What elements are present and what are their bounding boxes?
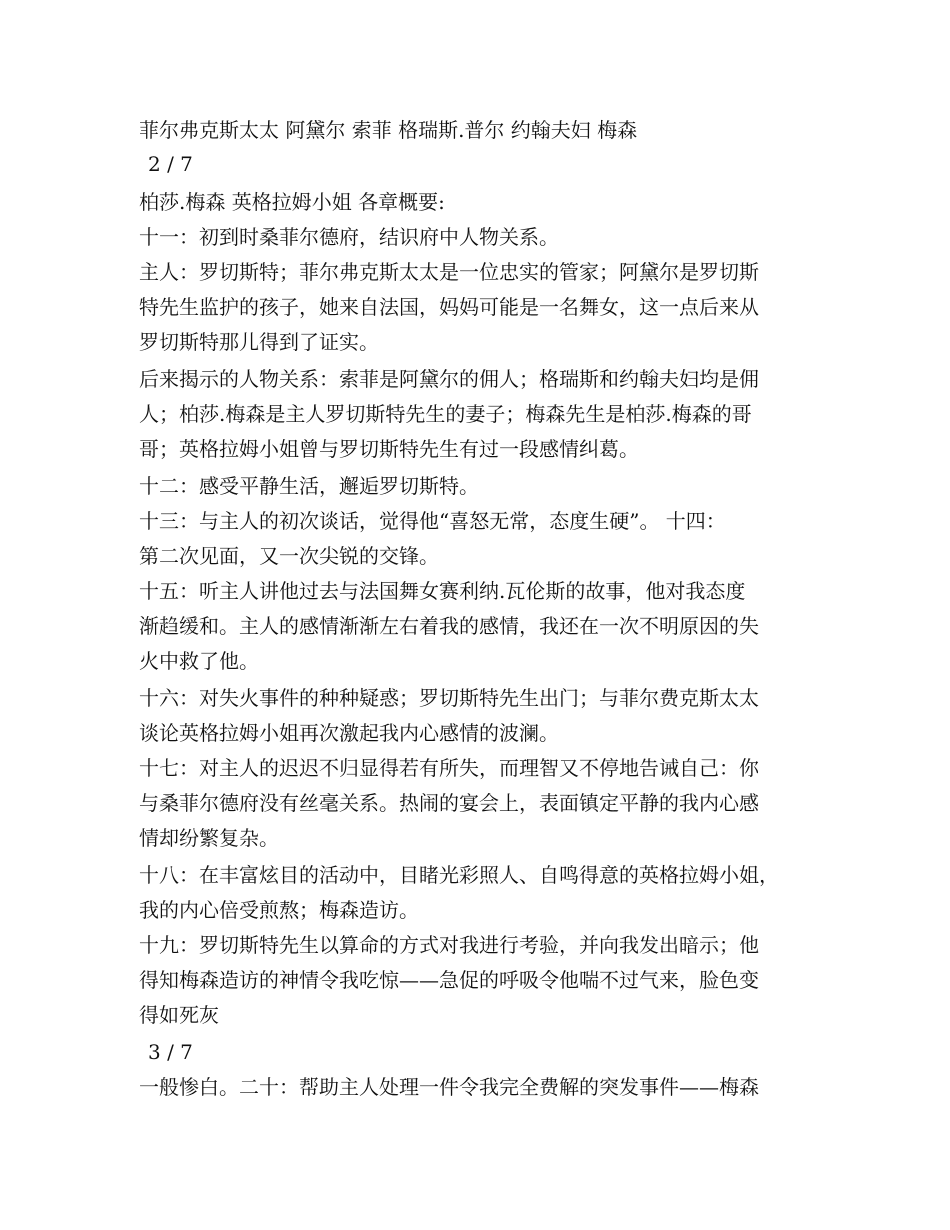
text-line: 十七：对主人的迟迟不归显得若有所失，而理智又不停地告诫自己：你 — [139, 756, 759, 780]
page-number: 2 / 7 — [148, 152, 193, 176]
text-line: 柏莎.梅森 英格拉姆小姐 各章概要: — [139, 190, 445, 214]
text-line: 情却纷繁复杂。 — [139, 826, 279, 850]
text-line: 菲尔弗克斯太太 阿黛尔 索菲 格瑞斯.普尔 约翰夫妇 梅森 — [139, 118, 638, 142]
text-line: 十八：在丰富炫目的活动中，目睹光彩照人、自鸣得意的英格拉姆小姐， — [139, 863, 779, 887]
text-line: 主人：罗切斯特；菲尔弗克斯太太是一位忠实的管家；阿黛尔是罗切斯 — [139, 260, 759, 284]
text-line: 十二：感受平静生活，邂逅罗切斯特。 — [139, 474, 479, 498]
text-line: 谈论英格拉姆小姐再次激起我内心感情的波澜。 — [139, 721, 559, 745]
text-line: 十九：罗切斯特先生以算命的方式对我进行考验，并向我发出暗示；他 — [139, 933, 759, 957]
text-line: 罗切斯特那儿得到了证实。 — [139, 330, 379, 354]
text-line: 十五：听主人讲他过去与法国舞女赛利纳.瓦伦斯的故事，他对我态度 — [139, 579, 746, 603]
text-line: 人；柏莎.梅森是主人罗切斯特先生的妻子；梅森先生是柏莎.梅森的哥 — [139, 402, 752, 426]
text-line: 第二次见面，又一次尖锐的交锋。 — [139, 544, 439, 568]
text-line: 与桑菲尔德府没有丝毫关系。热闹的宴会上，表面镇定平静的我内心感 — [139, 791, 759, 815]
page-number: 3 / 7 — [148, 1040, 193, 1064]
text-line: 十六：对失火事件的种种疑惑；罗切斯特先生出门；与菲尔费克斯太太 — [139, 686, 759, 710]
text-line: 后来揭示的人物关系：索菲是阿黛尔的佣人；格瑞斯和约翰夫妇均是佣 — [139, 367, 759, 391]
text-line: 火中救了他。 — [139, 649, 259, 673]
text-line: 十三：与主人的初次谈话，觉得他“喜怒无常，态度生硬”。 十四： — [139, 509, 726, 533]
text-line: 我的内心倍受煎熬；梅森造访。 — [139, 898, 419, 922]
text-line: 特先生监护的孩子，她来自法国，妈妈可能是一名舞女，这一点后来从 — [139, 295, 759, 319]
text-line: 哥；英格拉姆小姐曾与罗切斯特先生有过一段感情纠葛。 — [139, 437, 639, 461]
text-line: 十一：初到时桑菲尔德府，结识府中人物关系。 — [139, 225, 559, 249]
text-line: 得如死灰 — [139, 1003, 219, 1027]
text-line: 渐趋缓和。主人的感情渐渐左右着我的感情，我还在一次不明原因的失 — [139, 614, 759, 638]
text-line: 一般惨白。二十：帮助主人处理一件令我完全费解的突发事件——梅森 — [139, 1075, 759, 1099]
text-line: 得知梅森造访的神情令我吃惊——急促的呼吸令他喘不过气来，脸色变 — [139, 968, 759, 992]
